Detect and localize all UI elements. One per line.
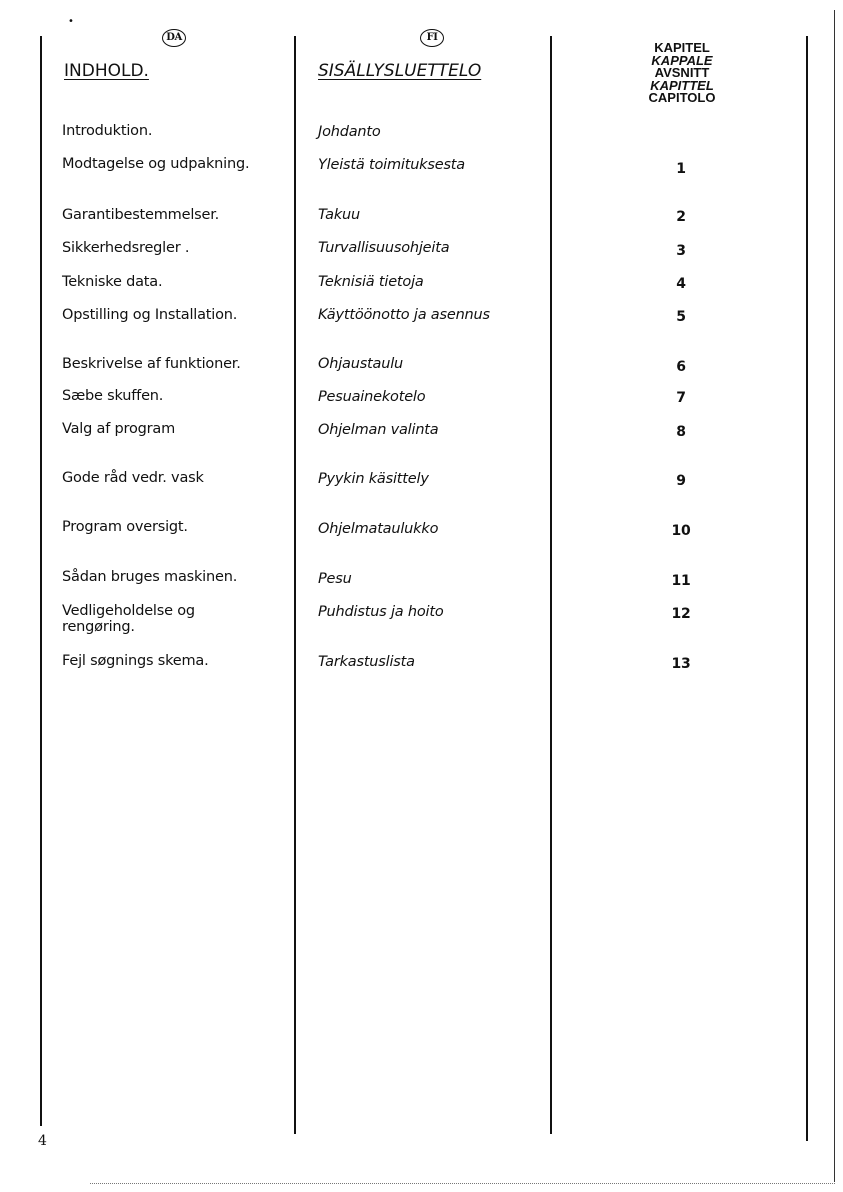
chapter-heading-block bbox=[612, 42, 752, 105]
chapter-heading-label: AVSNITT bbox=[654, 65, 710, 80]
toc-item-da: Fejl søgnings skema. bbox=[62, 653, 209, 669]
chapter-heading-label: KAPITEL bbox=[654, 40, 710, 55]
toc-item-fi: Pesuainekotelo bbox=[318, 389, 426, 405]
chapter-number: 6 bbox=[676, 359, 686, 375]
toc-item-fi: Turvallisuusohjeita bbox=[318, 240, 450, 256]
chapter-number: 8 bbox=[676, 424, 686, 440]
toc-item-da: Vedligeholdelse og bbox=[62, 603, 195, 619]
toc-item-da: Opstilling og Installation. bbox=[62, 307, 238, 323]
chapter-number: 7 bbox=[676, 390, 686, 406]
chapter-number: 12 bbox=[671, 606, 691, 622]
toc-item-da: rengøring. bbox=[62, 619, 135, 635]
toc-item-fi: Ohjelmataulukko bbox=[318, 521, 439, 537]
column-divider-fi-chapter bbox=[550, 36, 552, 1134]
chapter-number: 11 bbox=[671, 573, 691, 589]
scan-mark: • bbox=[68, 16, 74, 27]
toc-item-da: Sæbe skuffen. bbox=[62, 388, 164, 404]
toc-heading-da: INDHOLD. bbox=[64, 61, 149, 81]
toc-item-da: Modtagelse og udpakning. bbox=[62, 156, 250, 172]
toc-item-fi: Tarkastuslista bbox=[318, 654, 415, 670]
toc-item-da: Introduktion. bbox=[62, 123, 153, 139]
toc-item-da: Valg af program bbox=[62, 421, 176, 437]
toc-item-fi: Puhdistus ja hoito bbox=[318, 604, 444, 620]
left-margin-rule bbox=[40, 36, 42, 1126]
language-badge-da: DA bbox=[162, 29, 186, 47]
page-edge-rule bbox=[834, 10, 835, 1182]
toc-item-fi: Pesu bbox=[318, 571, 352, 587]
toc-item-da: Gode råd vedr. vask bbox=[62, 470, 204, 486]
chapter-heading-label: CAPITOLO bbox=[648, 90, 716, 105]
toc-item-da: Sikkerhedsregler . bbox=[62, 240, 190, 256]
chapter-number: 9 bbox=[676, 473, 686, 489]
chapter-number: 1 bbox=[676, 161, 686, 177]
toc-item-fi: Pyykin käsittely bbox=[318, 471, 429, 487]
bottom-edge-rule bbox=[90, 1183, 835, 1185]
page-number: 4 bbox=[38, 1133, 47, 1149]
toc-item-da: Tekniske data. bbox=[62, 274, 163, 290]
toc-item-fi: Johdanto bbox=[318, 124, 381, 140]
column-divider-da-fi bbox=[294, 36, 296, 1134]
toc-heading-fi: SISÄLLYSLUETTELO bbox=[318, 61, 482, 81]
toc-item-fi: Ohjelman valinta bbox=[318, 422, 439, 438]
toc-item-fi: Ohjaustaulu bbox=[318, 356, 404, 372]
chapter-number: 10 bbox=[671, 523, 691, 539]
toc-item-fi: Yleistä toimituksesta bbox=[318, 157, 465, 173]
toc-item-fi: Takuu bbox=[318, 207, 360, 223]
toc-item-da: Beskrivelse af funktioner. bbox=[62, 356, 241, 372]
toc-item-da: Sådan bruges maskinen. bbox=[62, 569, 238, 585]
toc-item-da: Program oversigt. bbox=[62, 519, 188, 535]
chapter-number: 2 bbox=[676, 209, 686, 225]
chapter-number: 3 bbox=[676, 243, 686, 259]
toc-item-fi: Käyttöönotto ja asennus bbox=[318, 307, 490, 323]
right-margin-rule bbox=[806, 36, 808, 1141]
chapter-number: 4 bbox=[676, 276, 686, 292]
chapter-heading-label: KAPITTEL bbox=[650, 77, 714, 93]
toc-item-fi: Teknisiä tietoja bbox=[318, 274, 424, 290]
chapter-number: 5 bbox=[676, 309, 686, 325]
chapter-number: 13 bbox=[671, 656, 691, 672]
chapter-heading-label: KAPPALE bbox=[651, 52, 713, 68]
language-badge-fi: FI bbox=[420, 29, 444, 47]
toc-item-da: Garantibestemmelser. bbox=[62, 207, 220, 223]
